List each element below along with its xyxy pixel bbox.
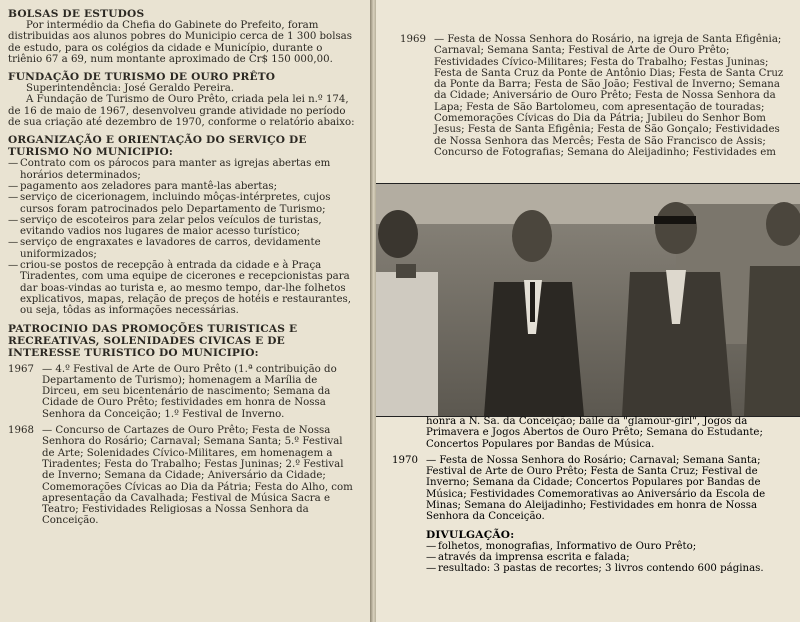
year-label: 1968 — [8, 425, 34, 437]
bolsas-heading: BOLSAS DE ESTUDOS — [8, 8, 145, 20]
year-text: — Festa de Nossa Senhora do Rosário; Carnaval; Semana Santa; Festival de Arte de Ouro Prêto; Festa de Santa Cruz; Festival de Inverno; Semana da Cidade; Concertos Populares por Bandas de Música; Festividades Comemorativas ao Aniversário da Escola de Minas; Semana do Aleijadinho; Festividades em honra de Nossa Senhora da Conceição. — [426, 454, 766, 523]
left-page — [0, 0, 372, 622]
year-entry-1970 — [392, 455, 790, 523]
year-1969-continuation: honra a N. Sa. da Conceição; baile da "glamour-girl", Jogos da Primavera e Jogos Abertos de Ouro Prêto; Semana do Estudante; Concertos Populares por Bandas de Música. — [426, 416, 763, 450]
year-text: — 4.º Festival de Arte de Ouro Prêto (1.ª contribuição do Departamento de Turismo); homenagem a Marília de Dirceu, em seu bicentenário de nascimento; Semana da Cidade de Ouro Prêto; festividades em honra de Nossa Senhora da Conceição; 1.º Festival de Inverno. — [42, 363, 337, 420]
bolsas-paragraph: Por intermédio da Chefia do Gabinete do Prefeito, foram distribuidas aos alunos pobres do Municipio cerca de 1 300 bolsas de estudo, para os colégios da cidade e Município, durante o triênio 67 a 69, num montante aproximado de Cr$ 150 000,00. — [8, 20, 352, 65]
year-label: 1967 — [8, 363, 34, 375]
year-text: — Concurso de Cartazes de Ouro Prêto; Festa de Nossa Senhora do Rosário; Carnaval; Semana Santa; 5.º Festival de Arte; Solenidades Cívico-Militares, em homenagem a Tiradentes; Festa do Trabalho; Festas Juninas; 2.º Festival de Inverno; Semana da Cidade; Aniversário da Cidade; Comemorações Cívicas ao Dia da Pátria; Festa do Alho, com apresentação da Cavalhada; Festival de Música Sacra e Teatro; Festividades Religiosas a Nossa Senhora da Conceição. — [42, 425, 353, 527]
fundacao-heading: FUNDAÇÃO DE TURISMO DE OURO PRÊTO — [8, 71, 276, 84]
right-page-lower-text — [392, 416, 790, 575]
divulgacao-list — [426, 541, 790, 575]
list-item: — resultado: 3 pastas de recortes; 3 livros contendo 600 páginas. — [426, 563, 790, 574]
newspaper-photo — [376, 183, 800, 417]
year-text: — Festa de Nossa Senhora do Rosário, na igreja de Santa Efigênia; Carnaval; Semana Santa; Festival de Arte de Ouro Prêto; Festividades Cívico-Militares; Festa do Trabalho; Festas Juninas; Festa de Santa Cruz da Ponte de Antônio Dias; Festa de Santa Cruz da Ponte da Barra; Festa de São João; Festival de Inverno; Semana da Cidade; Aniversário de Ouro Prêto; Festa de Nossa Senhora da Lapa; Festa de São Bartolomeu, com apresentação de touradas; Comemorações Cívicas do Dia da Pátria; Jubileu do Senhor Bom Jesus; Festa de Santa Efigênia; Festa de São Gonçalo; Festividades de Nossa Senhora das Mercês; Festa de São Francisco de Assis; Concurso de Fotografias; Semana do Aleijadinho; Festividades em — [434, 34, 784, 158]
list-item: — criou-se postos de recepção à entrada da cidade e à Praça Tiradentes, com uma equipe de cicerones e recepcionistas para dar boas-vindas ao turista e, ao mesmo tempo, dar-lhe folhetos explicativos, mapas, relação de preços de hotéis e restaurantes, ou seja, tôdas as informações necessárias. — [8, 260, 357, 316]
year-entry-1969 — [400, 34, 792, 158]
photo-illustration — [376, 184, 800, 416]
organizacao-heading: ORGANIZAÇÃO E ORIENTAÇÃO DO SERVIÇO DE TURISMO NO MUNICIPIO: — [8, 134, 307, 159]
list-item: — serviço de engraxates e lavadores de carros, devidamente uniformizados; — [8, 237, 357, 260]
list-item: — serviço de cicerionagem, incluindo môças-intérpretes, cujos cursos foram patrocinados pelo Departamento de Turismo; — [8, 192, 357, 215]
patrocinio-heading: PATROCINIO DAS PROMOÇÕES TURISTICAS E RECREATIVAS, SOLENIDADES CIVICAS E DE INTERESSE TURISTICO DO MUNICIPIO: — [8, 322, 298, 359]
list-item: — serviço de escoteiros para zelar pelos veículos de turistas, evitando vadios nos lugares de maior acesso turístico; — [8, 215, 357, 238]
list-item: — pagamento aos zeladores para mantê-las abertas; — [8, 181, 357, 192]
year-entry-1967 — [8, 364, 357, 420]
year-label: 1970 — [392, 454, 418, 466]
superintendencia-line: Superintendência: José Geraldo Pereira. — [26, 83, 235, 95]
fundacao-paragraph: A Fundação de Turismo de Ouro Prêto, criada pela lei n.º 174, de 16 de maio de 1967, desenvolveu grande atividade no período de sua criação até dezembro de 1970, conforme o relatório abaixo: — [8, 94, 355, 129]
year-entry-1968 — [8, 425, 357, 527]
organizacao-list — [8, 158, 357, 316]
divulgacao-heading: DIVULGAÇÃO: — [426, 528, 515, 541]
list-item: — folhetos, monografias, Informativo de Ouro Prêto; — [426, 541, 790, 552]
year-label: 1969 — [400, 34, 426, 45]
list-item: — Contrato com os párocos para manter as igrejas abertas em horários determinados; — [8, 158, 357, 181]
list-item: — através da imprensa escrita e falada; — [426, 552, 790, 563]
